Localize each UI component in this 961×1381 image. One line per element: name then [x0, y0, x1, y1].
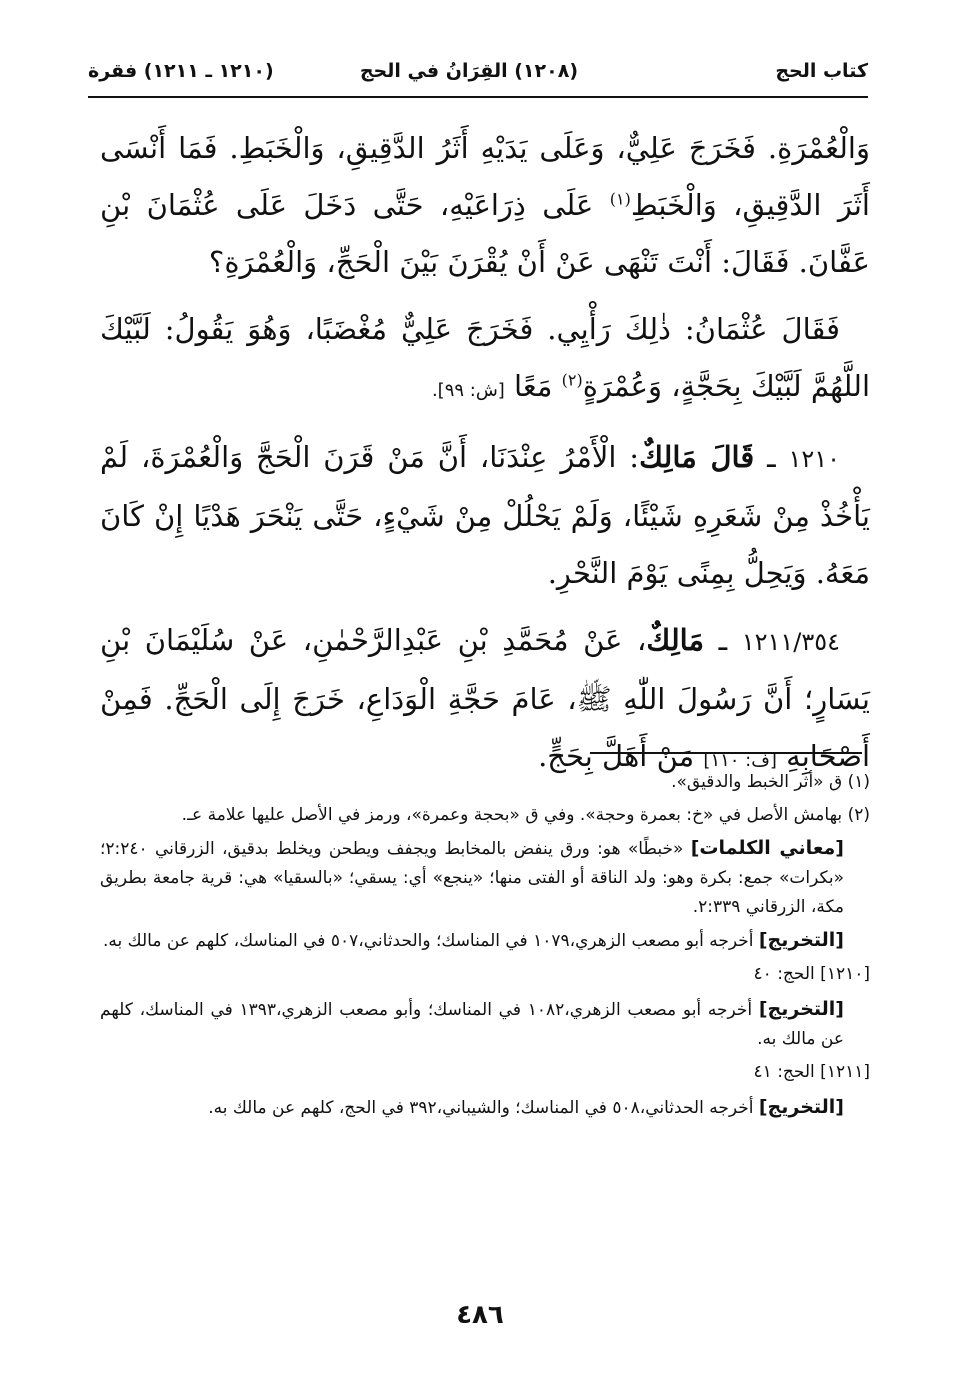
footnote-number: (٢) — [847, 805, 870, 825]
paragraph-1211-text: ، عَنْ مُحَمَّدِ بْنِ عَبْدِالرَّحْمٰنِ، عَنْ سُلَيْمَانَ بْنِ يَسَارٍ؛ أَنَّ رَسُولَ اللّٰهِ ﷺ، عَامَ حَجَّةِ الْوَدَاعِ، خَرَجَ إِلَى الْحَجِّ. فَمِنْ أَصْحَابِهِ — [100, 623, 870, 773]
running-header — [88, 52, 868, 96]
note-label: [التخريج] — [758, 998, 844, 1020]
header-book-title: كتاب الحج — [775, 60, 868, 82]
note-label: [التخريج] — [758, 929, 844, 951]
paragraph-2-text-cont: مَعًا — [504, 369, 562, 403]
footnote-text: ق «أثر الخبط والدقيق». — [671, 772, 848, 792]
dash: ـ — [704, 623, 742, 657]
footnote-number: (١) — [847, 772, 870, 792]
header-chapter-title: (١٢٠٨) القِرَانُ في الحج — [359, 60, 578, 82]
vocabulary-note — [100, 834, 870, 922]
speaker-name: مَالِكٌ — [646, 623, 705, 657]
note-text: أخرجه الحدثاني،٥٠٨ في المناسك؛ والشيباني،٣٩٢ في الحج، كلهم عن مالك به. — [208, 1098, 759, 1118]
footnote-marker-2[interactable]: (٢) — [561, 370, 583, 390]
manuscript-ref: [ش: ٩٩]. — [431, 380, 505, 401]
main-text — [100, 120, 870, 799]
header-paragraph-range: (١٢١٠ ـ ١٢١١) فقرة — [88, 60, 274, 82]
paragraph-1211 — [100, 612, 870, 789]
note-text: أخرجه أبو مصعب الزهري،١٠٧٩ في المناسك؛ والحدثاني،٥٠٧ في المناسك، كلهم عن مالك به. — [103, 931, 759, 951]
takhrij-note — [100, 995, 870, 1054]
footnote-divider — [590, 752, 862, 754]
header-divider — [88, 96, 868, 98]
page-number: ٤٨٦ — [456, 1300, 504, 1330]
note-label: [معاني الكلمات] — [690, 837, 844, 859]
footnote-marker-1[interactable]: (١) — [609, 189, 631, 209]
hadith-number-1210: ١٢١٠ — [788, 445, 840, 473]
paragraph-1210 — [100, 429, 870, 602]
paragraph-1-text: وَالْعُمْرَةِ. فَخَرَجَ عَلِيٌّ، وَعَلَى يَدَيْهِ أَثَرُ الدَّقِيقِ، وَالْخَبَطِ. فَمَا أَنْسَى أَثَرَ الدَّقِيقِ، وَالْخَبَطِ — [100, 131, 870, 222]
footnote-2 — [100, 801, 870, 830]
takhrij-note — [100, 926, 870, 956]
note-text: «خبطًا» هو: ورق ينفض بالمخابط ويجفف ويطحن ويخلط بدقيق، الزرقاني ٢:٢٤٠؛ «بكرات» جمع: بكرة وهو: ولد الناقة أو الفتى منها؛ «ينجع» أي: يسقي؛ «بالسقيا» هي: قرية جامعة بطريق مكة، الزرقاني ٢:٣٣٩. — [100, 839, 844, 917]
footnote-text: بهامش الأصل في «خ: بعمرة وحجة». وفي ق «بحجة وعمرة»، ورمز في الأصل عليها علامة عـ. — [181, 805, 848, 825]
hadith-number-1211: ١٢١١/٣٥٤ — [741, 628, 841, 656]
note-label: [التخريج] — [758, 1096, 844, 1118]
speaker-name: قَالَ مَالِكٌ — [639, 440, 755, 474]
note-text: أخرجه أبو مصعب الزهري،١٠٨٢ في المناسك؛ وأبو مصعب الزهري،١٣٩٣ في المناسك، كلهم عن مالك به. — [100, 1000, 844, 1049]
dash: ـ — [754, 440, 789, 474]
paragraph-1-text-cont: عَلَى ذِرَاعَيْهِ، حَتَّى دَخَلَ عَلَى عُثْمَانَ بْنِ عَفَّانَ. فَقَالَ: أَنْتَ تَنْهَى عَنْ أَنْ يُقْرَنَ بَيْنَ الْحَجِّ، وَالْعُمْرَةِ؟ — [100, 188, 870, 279]
footnote-1 — [100, 768, 870, 797]
quran-ref-1211: [١٢١١] الحج: ٤١ — [753, 1062, 870, 1082]
paragraph-1210-text: : الْأَمْرُ عِنْدَنَا، أَنَّ مَنْ قَرَنَ الْحَجَّ وَالْعُمْرَةَ، لَمْ يَأْخُذْ مِنْ شَعَرِهِ شَيْئًا، وَلَمْ يَحْلُلْ مِنْ شَيْءٍ، حَتَّى يَنْحَرَ هَدْيًا إِنْ كَانَ مَعَهُ. وَيَحِلُّ بِمِنًى يَوْمَ النَّحْرِ. — [100, 440, 870, 590]
paragraph-2-text: فَقَالَ عُثْمَانُ: ذٰلِكَ رَأْيِي. فَخَرَجَ عَلِيٌّ مُغْضَبًا، وَهُوَ يَقُولُ: لَبَّيْكَ اللَّهُمَّ لَبَّيْكَ بِحَجَّةٍ، وَعُمْرَةٍ — [100, 312, 870, 403]
quran-ref-1210: [١٢١٠] الحج: ٤٠ — [753, 964, 870, 984]
takhrij-note — [100, 1093, 870, 1123]
paragraph-1 — [100, 120, 870, 291]
paragraph-2 — [100, 301, 870, 419]
manuscript-ref: [ف: ١١٠] — [703, 750, 777, 771]
footnotes-section — [100, 768, 870, 1127]
paragraph-1211-text-cont: مَنْ أَهَلَّ بِحَجٍّ. — [538, 739, 704, 773]
